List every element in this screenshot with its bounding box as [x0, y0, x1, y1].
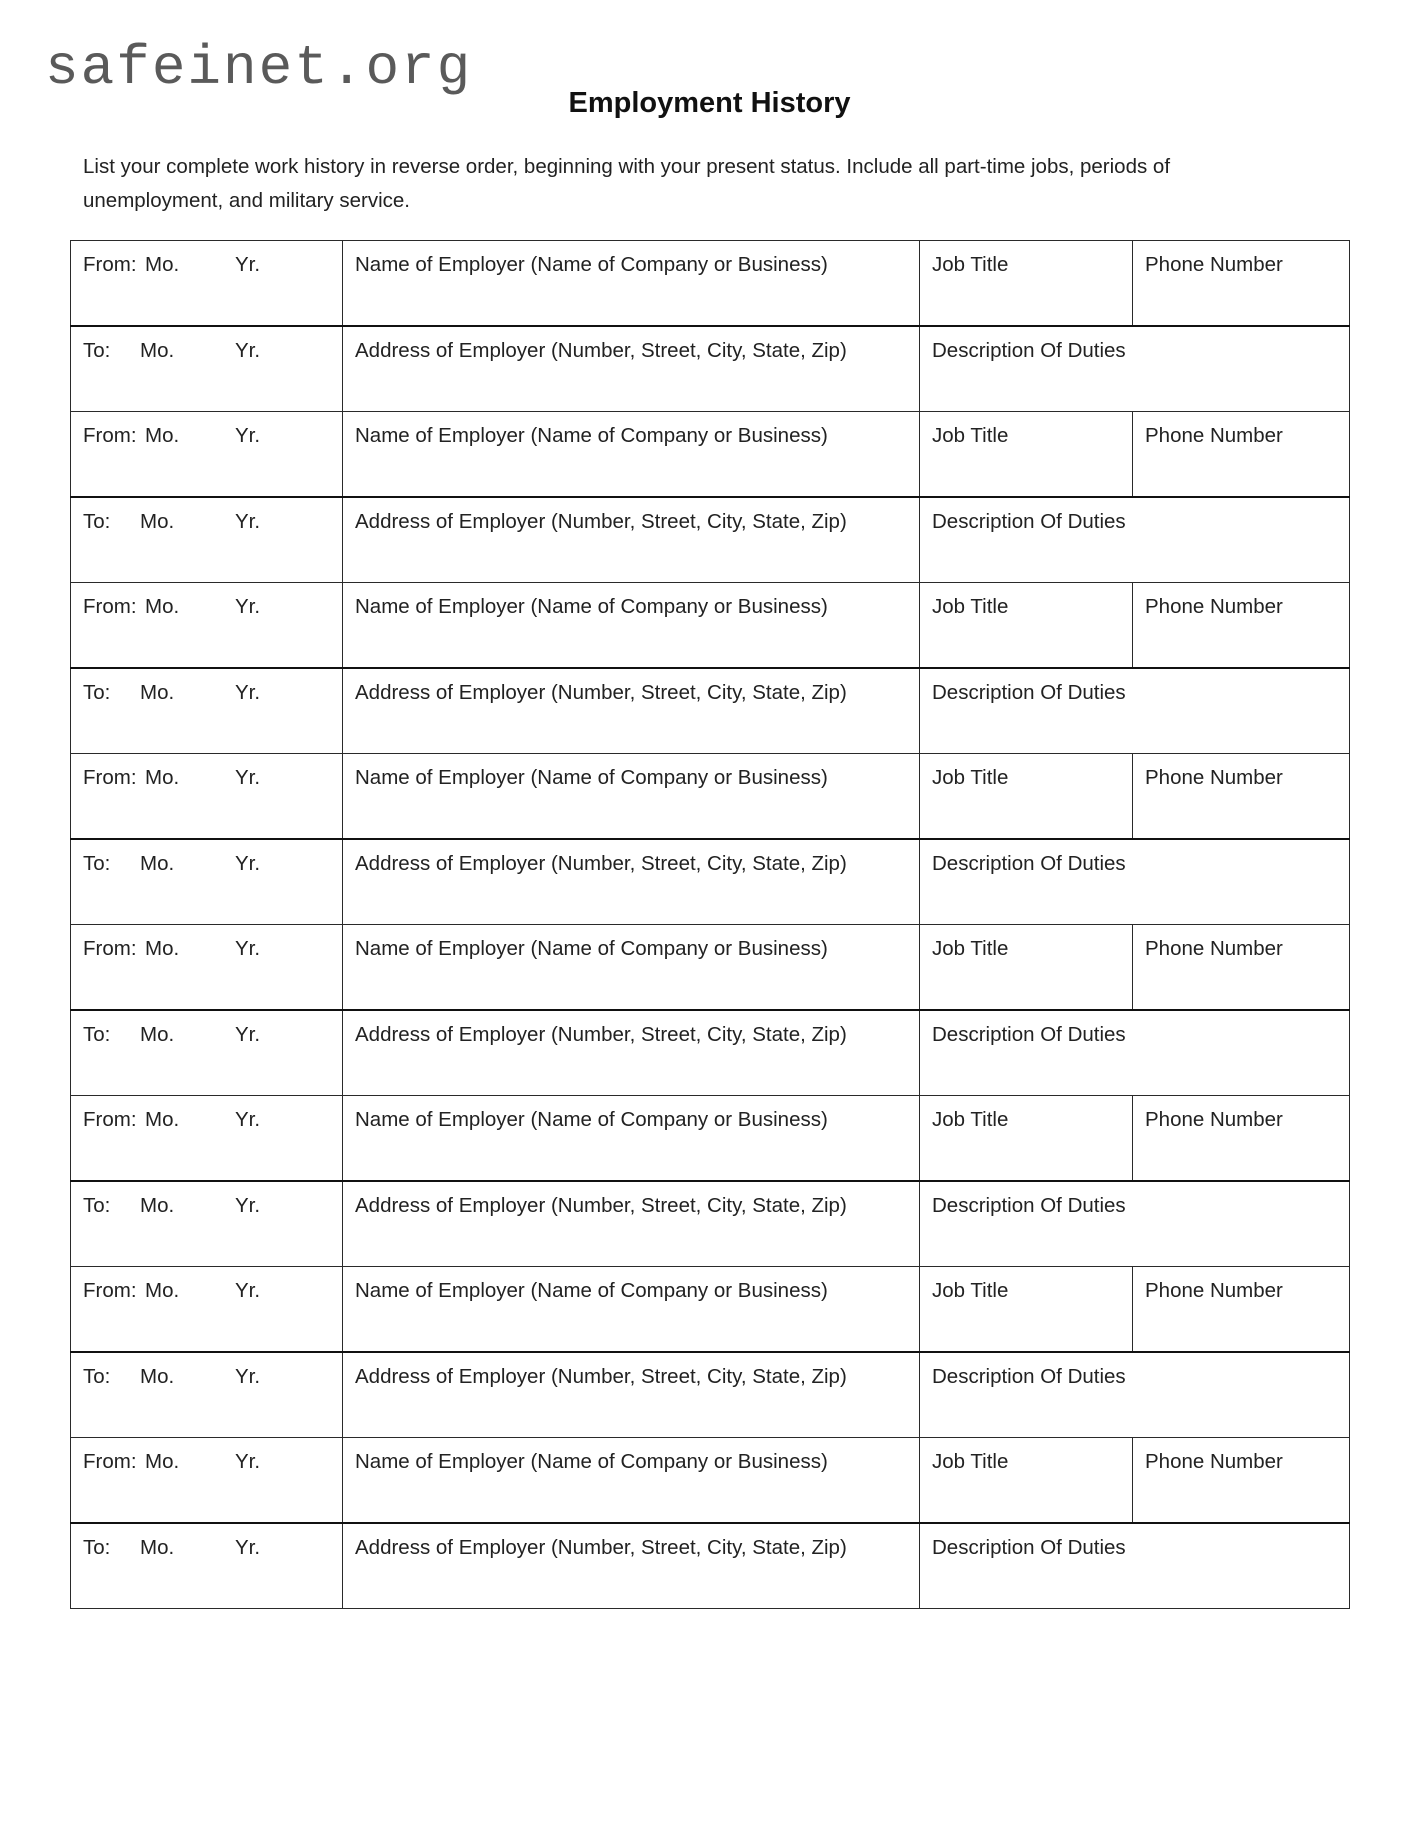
employment-entry-from-row [71, 1267, 1350, 1353]
from-year-label: Yr. [235, 595, 261, 618]
employer-address-label: Address of Employer (Number, Street, City, State, Zip) [355, 510, 847, 533]
employer-name-label: Name of Employer (Name of Company or Business) [355, 595, 828, 618]
duties-description-field[interactable] [920, 1010, 1350, 1096]
to-date-field[interactable] [71, 326, 343, 412]
job-title-label: Job Title [932, 253, 1009, 276]
phone-number-field[interactable] [1133, 754, 1350, 840]
phone-number-label: Phone Number [1145, 253, 1283, 276]
to-date-field[interactable] [71, 1181, 343, 1267]
to-year-label: Yr. [235, 1536, 261, 1559]
job-title-field[interactable] [920, 925, 1133, 1011]
employer-name-field[interactable] [343, 1096, 920, 1182]
to-year-label: Yr. [235, 510, 261, 533]
page-title: Employment History [568, 87, 851, 119]
job-title-label: Job Title [932, 595, 1009, 618]
from-year-label: Yr. [235, 1108, 261, 1131]
phone-number-field[interactable] [1133, 1438, 1350, 1524]
employer-name-field[interactable] [343, 412, 920, 498]
from-year-label: Yr. [235, 253, 261, 276]
phone-number-label: Phone Number [1145, 1108, 1283, 1131]
to-year-label: Yr. [235, 852, 261, 875]
to-label: To: [83, 1194, 111, 1217]
to-year-label: Yr. [235, 339, 261, 362]
phone-number-field[interactable] [1133, 925, 1350, 1011]
duties-description-label: Description Of Duties [932, 1536, 1126, 1559]
employment-entry-to-row [71, 1352, 1350, 1438]
employer-name-field[interactable] [343, 1267, 920, 1353]
employer-name-field[interactable] [343, 1438, 920, 1524]
job-title-label: Job Title [932, 937, 1009, 960]
duties-description-field[interactable] [920, 668, 1350, 754]
employer-address-field[interactable] [343, 1181, 920, 1267]
to-year-label: Yr. [235, 1365, 261, 1388]
employment-entry-to-row [71, 326, 1350, 412]
employer-name-field[interactable] [343, 925, 920, 1011]
from-month-label: Mo. [145, 937, 180, 960]
duties-description-label: Description Of Duties [932, 852, 1126, 875]
to-date-field[interactable] [71, 1523, 343, 1609]
employment-history-body [71, 241, 1350, 1609]
employer-address-field[interactable] [343, 1523, 920, 1609]
from-month-label: Mo. [145, 595, 180, 618]
from-date-field[interactable] [71, 1267, 343, 1353]
phone-number-field[interactable] [1133, 1096, 1350, 1182]
to-month-label: Mo. [140, 1536, 175, 1559]
job-title-field[interactable] [920, 1096, 1133, 1182]
employer-address-label: Address of Employer (Number, Street, City, State, Zip) [355, 1194, 847, 1217]
to-label: To: [83, 852, 111, 875]
duties-description-label: Description Of Duties [932, 339, 1126, 362]
duties-description-label: Description Of Duties [932, 681, 1126, 704]
duties-description-field[interactable] [920, 1523, 1350, 1609]
phone-number-label: Phone Number [1145, 595, 1283, 618]
employment-entry-to-row [71, 1523, 1350, 1609]
to-label: To: [83, 1023, 111, 1046]
phone-number-field[interactable] [1133, 1267, 1350, 1353]
employer-name-label: Name of Employer (Name of Company or Business) [355, 1279, 828, 1302]
from-month-label: Mo. [145, 1450, 180, 1473]
job-title-field[interactable] [920, 583, 1133, 669]
employer-address-label: Address of Employer (Number, Street, City, State, Zip) [355, 1365, 847, 1388]
employment-entry-from-row [71, 241, 1350, 327]
to-date-field[interactable] [71, 1352, 343, 1438]
employment-entry-to-row [71, 1010, 1350, 1096]
from-month-label: Mo. [145, 253, 180, 276]
phone-number-label: Phone Number [1145, 937, 1283, 960]
from-year-label: Yr. [235, 766, 261, 789]
from-year-label: Yr. [235, 1450, 261, 1473]
job-title-field[interactable] [920, 412, 1133, 498]
to-date-field[interactable] [71, 1010, 343, 1096]
employer-address-label: Address of Employer (Number, Street, City, State, Zip) [355, 1023, 847, 1046]
employer-address-field[interactable] [343, 497, 920, 583]
job-title-field[interactable] [920, 1438, 1133, 1524]
phone-number-label: Phone Number [1145, 1279, 1283, 1302]
employment-entry-from-row [71, 754, 1350, 840]
to-label: To: [83, 1365, 111, 1388]
job-title-label: Job Title [932, 424, 1009, 447]
to-year-label: Yr. [235, 1023, 261, 1046]
employment-entry-to-row [71, 497, 1350, 583]
job-title-label: Job Title [932, 1279, 1009, 1302]
employer-name-label: Name of Employer (Name of Company or Business) [355, 1108, 828, 1131]
employer-address-label: Address of Employer (Number, Street, City, State, Zip) [355, 339, 847, 362]
from-year-label: Yr. [235, 937, 261, 960]
from-date-field[interactable] [71, 583, 343, 669]
from-date-field[interactable] [71, 241, 343, 327]
to-year-label: Yr. [235, 681, 261, 704]
from-date-field[interactable] [71, 1438, 343, 1524]
employment-history-table [70, 240, 1350, 1609]
employer-address-field[interactable] [343, 668, 920, 754]
from-label: From: [83, 1450, 137, 1473]
duties-description-label: Description Of Duties [932, 1023, 1126, 1046]
employer-address-label: Address of Employer (Number, Street, City, State, Zip) [355, 1536, 847, 1559]
job-title-field[interactable] [920, 241, 1133, 327]
employer-name-label: Name of Employer (Name of Company or Business) [355, 1450, 828, 1473]
from-label: From: [83, 424, 137, 447]
employer-name-label: Name of Employer (Name of Company or Business) [355, 424, 828, 447]
employment-entry-from-row [71, 583, 1350, 669]
to-month-label: Mo. [140, 1365, 175, 1388]
employer-address-field[interactable] [343, 326, 920, 412]
employer-name-field[interactable] [343, 583, 920, 669]
to-month-label: Mo. [140, 510, 175, 533]
employment-entry-from-row [71, 1096, 1350, 1182]
duties-description-field[interactable] [920, 1352, 1350, 1438]
employment-entry-from-row [71, 925, 1350, 1011]
to-date-field[interactable] [71, 668, 343, 754]
to-date-field[interactable] [71, 839, 343, 925]
employer-address-field[interactable] [343, 1010, 920, 1096]
instructions-text: List your complete work history in reverse order, beginning with your present status. Include all part-time jobs, periods of unemployment, and military service. [83, 155, 1171, 212]
employment-entry-from-row [71, 1438, 1350, 1524]
from-date-field[interactable] [71, 925, 343, 1011]
to-year-label: Yr. [235, 1194, 261, 1217]
from-label: From: [83, 1279, 137, 1302]
phone-number-label: Phone Number [1145, 1450, 1283, 1473]
employment-entry-to-row [71, 839, 1350, 925]
phone-number-label: Phone Number [1145, 766, 1283, 789]
job-title-label: Job Title [932, 1108, 1009, 1131]
from-label: From: [83, 937, 137, 960]
phone-number-label: Phone Number [1145, 424, 1283, 447]
from-date-field[interactable] [71, 412, 343, 498]
phone-number-field[interactable] [1133, 241, 1350, 327]
to-label: To: [83, 510, 111, 533]
phone-number-field[interactable] [1133, 412, 1350, 498]
employer-address-field[interactable] [343, 1352, 920, 1438]
to-label: To: [83, 339, 111, 362]
to-date-field[interactable] [71, 497, 343, 583]
duties-description-field[interactable] [920, 839, 1350, 925]
watermark: safeinet.org [45, 36, 473, 100]
duties-description-field[interactable] [920, 326, 1350, 412]
to-month-label: Mo. [140, 339, 175, 362]
employer-name-field[interactable] [343, 241, 920, 327]
to-label: To: [83, 681, 111, 704]
from-date-field[interactable] [71, 1096, 343, 1182]
from-date-field[interactable] [71, 754, 343, 840]
employer-name-field[interactable] [343, 754, 920, 840]
employer-name-label: Name of Employer (Name of Company or Business) [355, 253, 828, 276]
to-month-label: Mo. [140, 852, 175, 875]
employer-name-label: Name of Employer (Name of Company or Business) [355, 937, 828, 960]
from-label: From: [83, 253, 137, 276]
employer-address-field[interactable] [343, 839, 920, 925]
from-label: From: [83, 595, 137, 618]
job-title-label: Job Title [932, 766, 1009, 789]
from-year-label: Yr. [235, 424, 261, 447]
to-label: To: [83, 1536, 111, 1559]
employment-entry-to-row [71, 1181, 1350, 1267]
job-title-field[interactable] [920, 1267, 1133, 1353]
phone-number-field[interactable] [1133, 583, 1350, 669]
to-month-label: Mo. [140, 1023, 175, 1046]
duties-description-label: Description Of Duties [932, 1194, 1126, 1217]
employer-address-label: Address of Employer (Number, Street, City, State, Zip) [355, 852, 847, 875]
from-label: From: [83, 766, 137, 789]
employment-entry-from-row [71, 412, 1350, 498]
duties-description-label: Description Of Duties [932, 510, 1126, 533]
employment-entry-to-row [71, 668, 1350, 754]
from-month-label: Mo. [145, 766, 180, 789]
from-month-label: Mo. [145, 1108, 180, 1131]
from-label: From: [83, 1108, 137, 1131]
job-title-label: Job Title [932, 1450, 1009, 1473]
from-month-label: Mo. [145, 424, 180, 447]
from-month-label: Mo. [145, 1279, 180, 1302]
employer-address-label: Address of Employer (Number, Street, City, State, Zip) [355, 681, 847, 704]
from-year-label: Yr. [235, 1279, 261, 1302]
duties-description-field[interactable] [920, 1181, 1350, 1267]
to-month-label: Mo. [140, 1194, 175, 1217]
job-title-field[interactable] [920, 754, 1133, 840]
to-month-label: Mo. [140, 681, 175, 704]
duties-description-label: Description Of Duties [932, 1365, 1126, 1388]
employer-name-label: Name of Employer (Name of Company or Business) [355, 766, 828, 789]
duties-description-field[interactable] [920, 497, 1350, 583]
